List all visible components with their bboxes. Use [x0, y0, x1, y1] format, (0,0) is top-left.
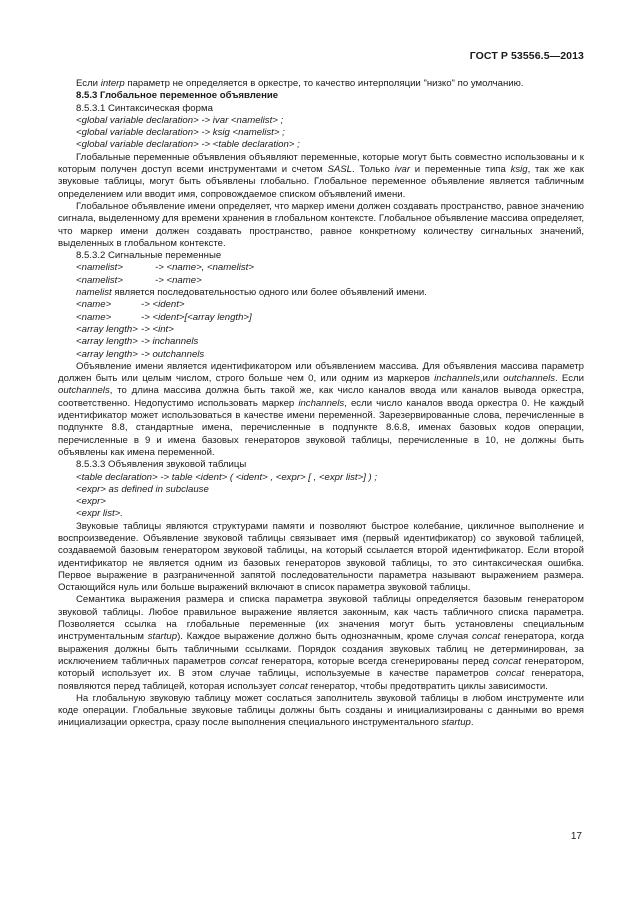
paragraph-global-name: Глобальное объявление имени определяет, что маркер имени должен создавать пространство, равное значению сигнала, выделенному для времени хранения в глобальном контексте. Глобальное объявление массива определяет, что маркер имени должен создавать пространство, равное конкретному количеству сигнальных значений, выделенных в глобальном контексте. — [58, 200, 584, 249]
text: , так же как звуковые таблицы, могут быть объявлены глобально. Глобальное переменное объявление является табличным определением или вводит имя, сопровождаемое списком объявлений имени. — [58, 164, 584, 200]
intro-paragraph — [58, 78, 584, 90]
text: . Если — [555, 373, 584, 385]
section-8-5-3-1-heading: 8.5.3.1 Синтаксическая форма — [76, 102, 213, 114]
text: генератором, который использует их. В этом случае таблицы, используемые в качестве параметров — [58, 655, 585, 680]
grammar-row — [58, 262, 584, 274]
text: является последовательностью одного или более объявлений имени. — [111, 287, 427, 299]
syntax-line: <expr> — [76, 496, 106, 508]
page-body — [58, 78, 584, 730]
grammar-lhs: <namelist> — [76, 274, 123, 286]
text: Объявление имени является идентификатором или объявлением массива. Для объявления массива параметр должен быть или целым числом, строго больше чем 0, или одним из маркеров — [58, 360, 584, 385]
syntax-line: <expr list>. — [76, 508, 123, 520]
grammar-row — [58, 275, 584, 287]
grammar-row — [58, 349, 584, 361]
syntax-line: <table declaration> -> table <ident> ( <ident> , <expr> [ , <expr list>] ) ; — [76, 471, 378, 483]
text: генератора, которые всегда сгенерированы перед — [257, 655, 493, 667]
term-concat: concat — [492, 655, 522, 667]
text: Глобальные переменные объявления объявляют переменные, которые могут быть совместно использованы и к которым получен доступ всеми инструментами и счетом — [58, 151, 584, 176]
term-concat: concat — [229, 655, 258, 667]
grammar-rhs: -> outchannels — [141, 348, 205, 360]
text: генератора, появляются перед таблицей, которая использует — [58, 668, 584, 692]
term-ivar: ivar — [394, 164, 411, 176]
text: . Только — [352, 164, 395, 176]
term-interp: interp — [100, 78, 125, 89]
syntax-line: <expr> as defined in subclause — [76, 483, 209, 495]
text: , то длина массива должна быть такой же, как число каналов ввода или каналов вывода оркестра, соответственно. Недопустимо использовать маркер — [58, 385, 584, 409]
syntax-line: <global variable declaration> -> <table declaration> ; — [76, 139, 300, 151]
paragraph-global-declarations — [58, 152, 584, 201]
grammar-rhs: -> inchannels — [141, 336, 199, 348]
section-8-5-3-2-heading: 8.5.3.2 Сигнальные переменные — [76, 250, 222, 262]
page-number: 17 — [570, 831, 582, 842]
namelist-description — [58, 287, 584, 299]
text: Семантика выражения размера и списка параметра звуковой таблицы определяется базовым генератором звуковой таблицы. Любое правильное выражение является законным, как часть табличного списка параметра. Позволяется ссылка на глобальные переменные (их значения могут быть установлены специальным инструментальным — [58, 594, 584, 643]
grammar-row — [58, 299, 584, 311]
grammar-lhs: <name> — [76, 311, 112, 323]
grammar-row — [58, 336, 584, 348]
term-inchannels: inchannels — [434, 373, 481, 385]
document-code: ГОСТ Р 53556.5—2013 — [469, 50, 584, 62]
text: . — [470, 717, 474, 729]
section-8-5-3-3-heading: 8.5.3.3 Объявления звуковой таблицы — [76, 459, 247, 471]
text: , если число каналов ввода оркестра 0. Не каждый идентификатор может использоваться в качестве имени переменной. Зарезервированные слова, перечисленные в подпункте 8.8, стандартные имена, перечисленные в подпункте 8.6.8, именах базовых кодов операции, перечисленные в 9 и имена базовых генераторов звуковой таблицы, перечисленные в 10, не должны быть объявлены как имена переменной. — [58, 397, 584, 458]
grammar-row — [58, 324, 584, 336]
term-concat: concat — [471, 631, 501, 643]
text: На глобальную звуковую таблицу может сослаться заполнитель звуковой таблицы в любом инструменте или коде операции. Глобальные звуковые таблицы должны быть созданы и инициализированы с данными во время инициализации оркестра, сразу после выполнения специального инструментального — [58, 692, 584, 729]
paragraph-size-expression — [58, 594, 584, 692]
paragraph-global-table-reference — [58, 693, 584, 730]
paragraph-array-declaration — [58, 361, 584, 459]
grammar-rhs: -> <int> — [141, 323, 174, 335]
grammar-rhs: -> <name> — [155, 274, 202, 286]
grammar-lhs: <namelist> — [76, 262, 123, 274]
grammar-lhs: <array length> — [76, 336, 138, 348]
grammar-rhs: -> <name>, <namelist> — [155, 262, 254, 274]
term-startup: startup — [441, 717, 471, 729]
paragraph-sound-tables: Звуковые таблицы являются структурами памяти и позволяют быстрое колебание, цикличное выполнение и воспроизведение. Объявление звуковой таблицы связывает имя (первый идентификатор) со звуковой таблицей, создаваемой базовым генератором звуковой таблицы, на который ссылается второй идентификатор. Если второй идентификатор не является одним из базовых генераторов звуковой таблицы, то это синтаксическая ошибка. Первое выражение в разграниченной запятой последовательности параметра называют выражением размера. Остающийся нуль или больше выражений включают в список параметра звуковой таблицы. — [58, 520, 584, 594]
term-ksig: ksig — [510, 164, 528, 176]
term-concat: concat — [495, 668, 525, 680]
text: параметр не определяется в оркестре, то качество интерполяции "низко" по умолчанию. — [124, 78, 524, 89]
grammar-rhs: -> <ident>[<array length>] — [141, 311, 252, 323]
term-concat: concat — [279, 680, 308, 692]
text: Если — [76, 78, 101, 89]
term-namelist: namelist — [76, 287, 112, 299]
syntax-line: <global variable declaration> -> ivar <namelist> ; — [76, 114, 284, 126]
grammar-lhs: <array length> — [76, 348, 138, 360]
section-8-5-3-heading: 8.5.3 Глобальное переменное объявление — [76, 90, 279, 102]
term-outchannels: outchannels — [58, 385, 110, 397]
text: ,или — [480, 373, 504, 385]
term-inchannels: inchannels — [298, 397, 345, 409]
term-sasl: SASL — [327, 164, 352, 176]
term-startup: startup — [147, 631, 178, 643]
text: и переменные типа — [410, 164, 511, 176]
text: генератора, когда выражения должны быть табличными ссылками. Порядок создания звуковых таблиц не детерминирован, за исключением табличных параметров — [58, 631, 585, 667]
grammar-lhs: <array length> — [76, 323, 138, 335]
text: ). Каждое выражение должно быть однозначным, кроме случая — [177, 631, 472, 643]
grammar-rhs: -> <ident> — [141, 299, 185, 311]
text: генератор, чтобы предотвратить циклы зависимости. — [307, 680, 548, 692]
grammar-lhs: <name> — [76, 299, 112, 311]
syntax-line: <global variable declaration> -> ksig <namelist> ; — [76, 127, 285, 139]
term-outchannels: outchannels — [503, 373, 556, 385]
grammar-row — [58, 312, 584, 324]
